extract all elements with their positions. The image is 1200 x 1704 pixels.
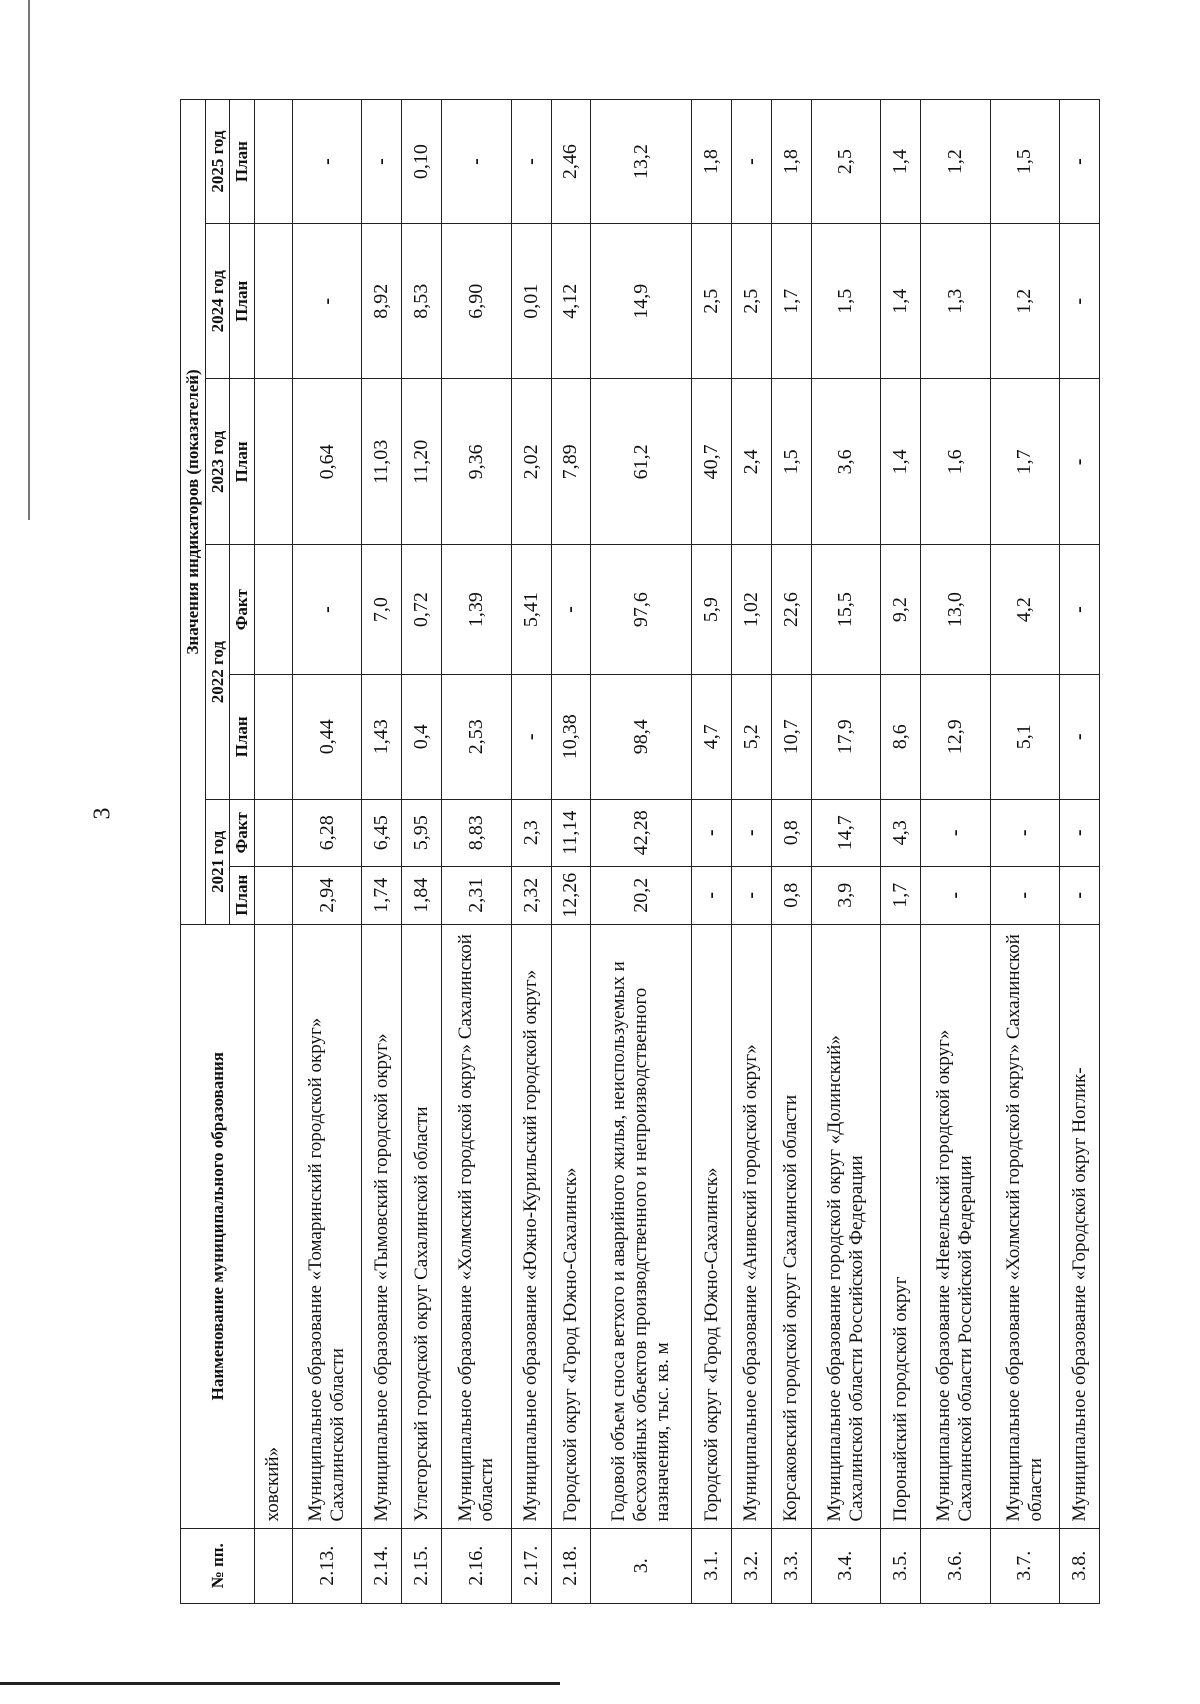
indicator-value: 8,53 <box>402 224 442 379</box>
indicator-value: 1,43 <box>362 674 402 799</box>
header-plan: План <box>230 379 255 545</box>
indicator-value: 1,3 <box>921 224 990 379</box>
indicator-value: 9,2 <box>881 545 921 674</box>
indicator-value: 3,9 <box>811 866 880 924</box>
table-row <box>402 100 442 1604</box>
table-row <box>692 100 732 1604</box>
scan-edge-line <box>28 0 30 520</box>
row-number: 3.7. <box>990 1528 1059 1603</box>
indicator-value: - <box>292 224 361 379</box>
indicator-value: 2,3 <box>511 799 551 866</box>
indicator-value: 2,94 <box>292 866 361 924</box>
indicator-value: 1,02 <box>731 545 771 674</box>
indicator-value: - <box>731 100 771 224</box>
municipality-name: Муниципальное образование «Невельский городской округ» Сахалинской области Российской Федерации <box>921 924 990 1528</box>
indicator-value: 1,5 <box>811 224 880 379</box>
indicator-value: 8,6 <box>881 674 921 799</box>
indicator-value: 11,20 <box>402 379 442 545</box>
indicator-value: - <box>1059 799 1099 866</box>
indicator-value: 1,8 <box>771 100 811 224</box>
table-body <box>254 100 1099 1604</box>
indicator-value: - <box>511 100 551 224</box>
municipality-name: Годовой объем сноса ветхого и аварийного жилья, неиспользуемых и бесхозяйных объектов производственного и непроизводственного назначения, тыс. кв. м <box>591 924 692 1528</box>
table-row <box>990 100 1059 1604</box>
indicator-value: 0,10 <box>402 100 442 224</box>
table-row <box>292 100 361 1604</box>
header-name: Наименование муниципального образования <box>181 924 255 1528</box>
indicator-value: 1,5 <box>771 379 811 545</box>
row-number: 2.13. <box>292 1528 361 1603</box>
row-number: 2.16. <box>442 1528 511 1603</box>
header-year-2023: 2023 год <box>205 379 230 545</box>
indicator-value: 6,45 <box>362 799 402 866</box>
indicator-value: 15,5 <box>811 545 880 674</box>
indicator-value: 4,2 <box>990 545 1059 674</box>
indicator-value: 2,53 <box>442 674 511 799</box>
indicator-value: - <box>921 866 990 924</box>
indicator-value: 1,7 <box>990 379 1059 545</box>
indicator-value: 8,83 <box>442 799 511 866</box>
indicator-value: 13,2 <box>591 100 692 224</box>
indicator-value: 0,4 <box>402 674 442 799</box>
indicator-value: 2,31 <box>442 866 511 924</box>
indicator-value: 1,39 <box>442 545 511 674</box>
row-number <box>254 1528 292 1603</box>
indicator-value: 0,72 <box>402 545 442 674</box>
indicator-value: 2,5 <box>811 100 880 224</box>
indicator-value: 4,3 <box>881 799 921 866</box>
municipality-name: Муниципальное образование городской округ «Долинский» Сахалинской области Российской Федерации <box>811 924 880 1528</box>
indicator-value: - <box>1059 379 1099 545</box>
table-row <box>771 100 811 1604</box>
indicator-value <box>254 224 292 379</box>
row-number: 3.2. <box>731 1528 771 1603</box>
municipality-name: Муниципальное образование «Анивский городской округ» <box>731 924 771 1528</box>
indicator-value: 4,7 <box>692 674 732 799</box>
indicator-value: 1,7 <box>771 224 811 379</box>
indicator-value <box>254 799 292 866</box>
row-number: 3.5. <box>881 1528 921 1603</box>
indicator-value: - <box>1059 545 1099 674</box>
indicator-value: 5,1 <box>990 674 1059 799</box>
indicator-value: - <box>551 545 591 674</box>
indicator-value: - <box>731 866 771 924</box>
indicators-table <box>180 99 1100 1604</box>
indicator-value: - <box>990 799 1059 866</box>
indicator-value: 9,36 <box>442 379 511 545</box>
header-year-2021: 2021 год <box>205 799 230 924</box>
municipality-name: Муниципальное образование «Томаринский городской округ» Сахалинской области <box>292 924 361 1528</box>
indicator-value: 11,14 <box>551 799 591 866</box>
indicator-value: 0,8 <box>771 799 811 866</box>
indicator-value: - <box>292 100 361 224</box>
indicator-value: 1,74 <box>362 866 402 924</box>
indicator-value: - <box>442 100 511 224</box>
header-row-1 <box>181 100 206 1604</box>
row-number: 3.3. <box>771 1528 811 1603</box>
indicator-value: 0,8 <box>771 866 811 924</box>
header-num: № пп. <box>181 1528 255 1603</box>
indicator-value: 13,0 <box>921 545 990 674</box>
row-number: 2.14. <box>362 1528 402 1603</box>
indicator-value: 17,9 <box>811 674 880 799</box>
municipality-name: Муниципальное образование «Холмский городской округ» Сахалинской области <box>442 924 511 1528</box>
row-number: 3.1. <box>692 1528 732 1603</box>
municipality-name: Муниципальное образование «Южно-Курильский городской округ» <box>511 924 551 1528</box>
row-number: 3.6. <box>921 1528 990 1603</box>
municipality-name: Городской округ «Город Южно-Сахалинск» <box>692 924 732 1528</box>
indicator-value: 7,89 <box>551 379 591 545</box>
indicator-value: 8,92 <box>362 224 402 379</box>
table-row <box>511 100 551 1604</box>
indicator-value: 97,6 <box>591 545 692 674</box>
indicator-value: 2,02 <box>511 379 551 545</box>
table-row <box>591 100 692 1604</box>
indicator-value: - <box>731 799 771 866</box>
indicator-value: 0,64 <box>292 379 361 545</box>
indicator-value: 5,9 <box>692 545 732 674</box>
table-row <box>881 100 921 1604</box>
indicator-value <box>254 866 292 924</box>
indicator-value: 10,7 <box>771 674 811 799</box>
indicator-value: - <box>1059 866 1099 924</box>
indicator-value: 1,7 <box>881 866 921 924</box>
header-plan: План <box>230 224 255 379</box>
indicator-value: 1,4 <box>881 224 921 379</box>
indicator-value: 4,12 <box>551 224 591 379</box>
header-fact: Факт <box>230 545 255 674</box>
indicator-value: 14,7 <box>811 799 880 866</box>
indicator-value <box>254 674 292 799</box>
municipality-name: Городской округ «Город Южно-Сахалинск» <box>551 924 591 1528</box>
table-row <box>921 100 990 1604</box>
indicator-value: 42,28 <box>591 799 692 866</box>
indicator-value: 61,2 <box>591 379 692 545</box>
indicator-value: 6,90 <box>442 224 511 379</box>
header-plan: План <box>230 866 255 924</box>
header-year-2025: 2025 год <box>205 100 230 224</box>
indicator-value: 10,38 <box>551 674 591 799</box>
row-number: 3. <box>591 1528 692 1603</box>
row-number: 2.17. <box>511 1528 551 1603</box>
indicator-value: 1,2 <box>990 224 1059 379</box>
indicator-value: - <box>1059 224 1099 379</box>
indicator-value: 20,2 <box>591 866 692 924</box>
indicator-value: - <box>692 866 732 924</box>
indicator-value: - <box>511 674 551 799</box>
indicator-value: 1,8 <box>692 100 732 224</box>
scan-bottom-line <box>0 1682 560 1685</box>
municipality-name: Муниципальное образование «Тымовский городской округ» <box>362 924 402 1528</box>
indicator-value: 12,26 <box>551 866 591 924</box>
table-row <box>811 100 880 1604</box>
indicator-value: 5,95 <box>402 799 442 866</box>
table-row <box>362 100 402 1604</box>
indicator-value: 2,46 <box>551 100 591 224</box>
table-row <box>1059 100 1099 1604</box>
indicator-value: - <box>1059 100 1099 224</box>
table-row <box>551 100 591 1604</box>
indicator-value: 2,5 <box>731 224 771 379</box>
indicator-value: 7,0 <box>362 545 402 674</box>
municipality-name: Поронайский городской округ <box>881 924 921 1528</box>
indicator-value: 0,44 <box>292 674 361 799</box>
municipality-name: Корсаковский городской округ Сахалинской области <box>771 924 811 1528</box>
header-plan: План <box>230 674 255 799</box>
table-row <box>254 100 292 1604</box>
municipality-name: ховский» <box>254 924 292 1528</box>
indicator-value: 12,9 <box>921 674 990 799</box>
page-number: 3 <box>89 807 116 820</box>
row-number: 3.8. <box>1059 1528 1099 1603</box>
indicator-value: 3,6 <box>811 379 880 545</box>
indicator-value <box>254 545 292 674</box>
municipality-name: Углегорский городской округ Сахалинской области <box>402 924 442 1528</box>
indicator-value: 5,41 <box>511 545 551 674</box>
indicator-value: 14,9 <box>591 224 692 379</box>
indicator-value: - <box>990 866 1059 924</box>
header-plan: План <box>230 100 255 224</box>
indicator-value: 2,5 <box>692 224 732 379</box>
indicator-value: 1,6 <box>921 379 990 545</box>
indicator-value: 2,32 <box>511 866 551 924</box>
header-year-2022: 2022 год <box>205 545 230 799</box>
indicator-value: 1,4 <box>881 100 921 224</box>
indicator-value: 22,6 <box>771 545 811 674</box>
indicator-value <box>254 379 292 545</box>
row-number: 3.4. <box>811 1528 880 1603</box>
indicator-value <box>254 100 292 224</box>
header-year-2024: 2024 год <box>205 224 230 379</box>
indicator-value: 1,5 <box>990 100 1059 224</box>
municipality-name: Муниципальное образование «Городской округ Ноглик- <box>1059 924 1099 1528</box>
row-number: 2.18. <box>551 1528 591 1603</box>
indicator-value: 6,28 <box>292 799 361 866</box>
rotated-table-container <box>180 99 1100 1604</box>
indicator-value: - <box>1059 674 1099 799</box>
indicator-value: 98,4 <box>591 674 692 799</box>
indicator-value: 1,84 <box>402 866 442 924</box>
indicator-value: 2,4 <box>731 379 771 545</box>
row-number: 2.15. <box>402 1528 442 1603</box>
indicator-value: 40,7 <box>692 379 732 545</box>
indicator-value: 5,2 <box>731 674 771 799</box>
indicator-value: 11,03 <box>362 379 402 545</box>
table-row <box>442 100 511 1604</box>
table-row <box>731 100 771 1604</box>
indicator-value: - <box>692 799 732 866</box>
indicator-value: - <box>921 799 990 866</box>
municipality-name: Муниципальное образование «Холмский городской округ» Сахалинской области <box>990 924 1059 1528</box>
indicator-value: 1,4 <box>881 379 921 545</box>
indicator-value: - <box>292 545 361 674</box>
header-fact: Факт <box>230 799 255 866</box>
indicator-value: - <box>362 100 402 224</box>
indicator-value: 0,01 <box>511 224 551 379</box>
header-group: Значения индикаторов (показателей) <box>181 100 206 925</box>
indicator-value: 1,2 <box>921 100 990 224</box>
